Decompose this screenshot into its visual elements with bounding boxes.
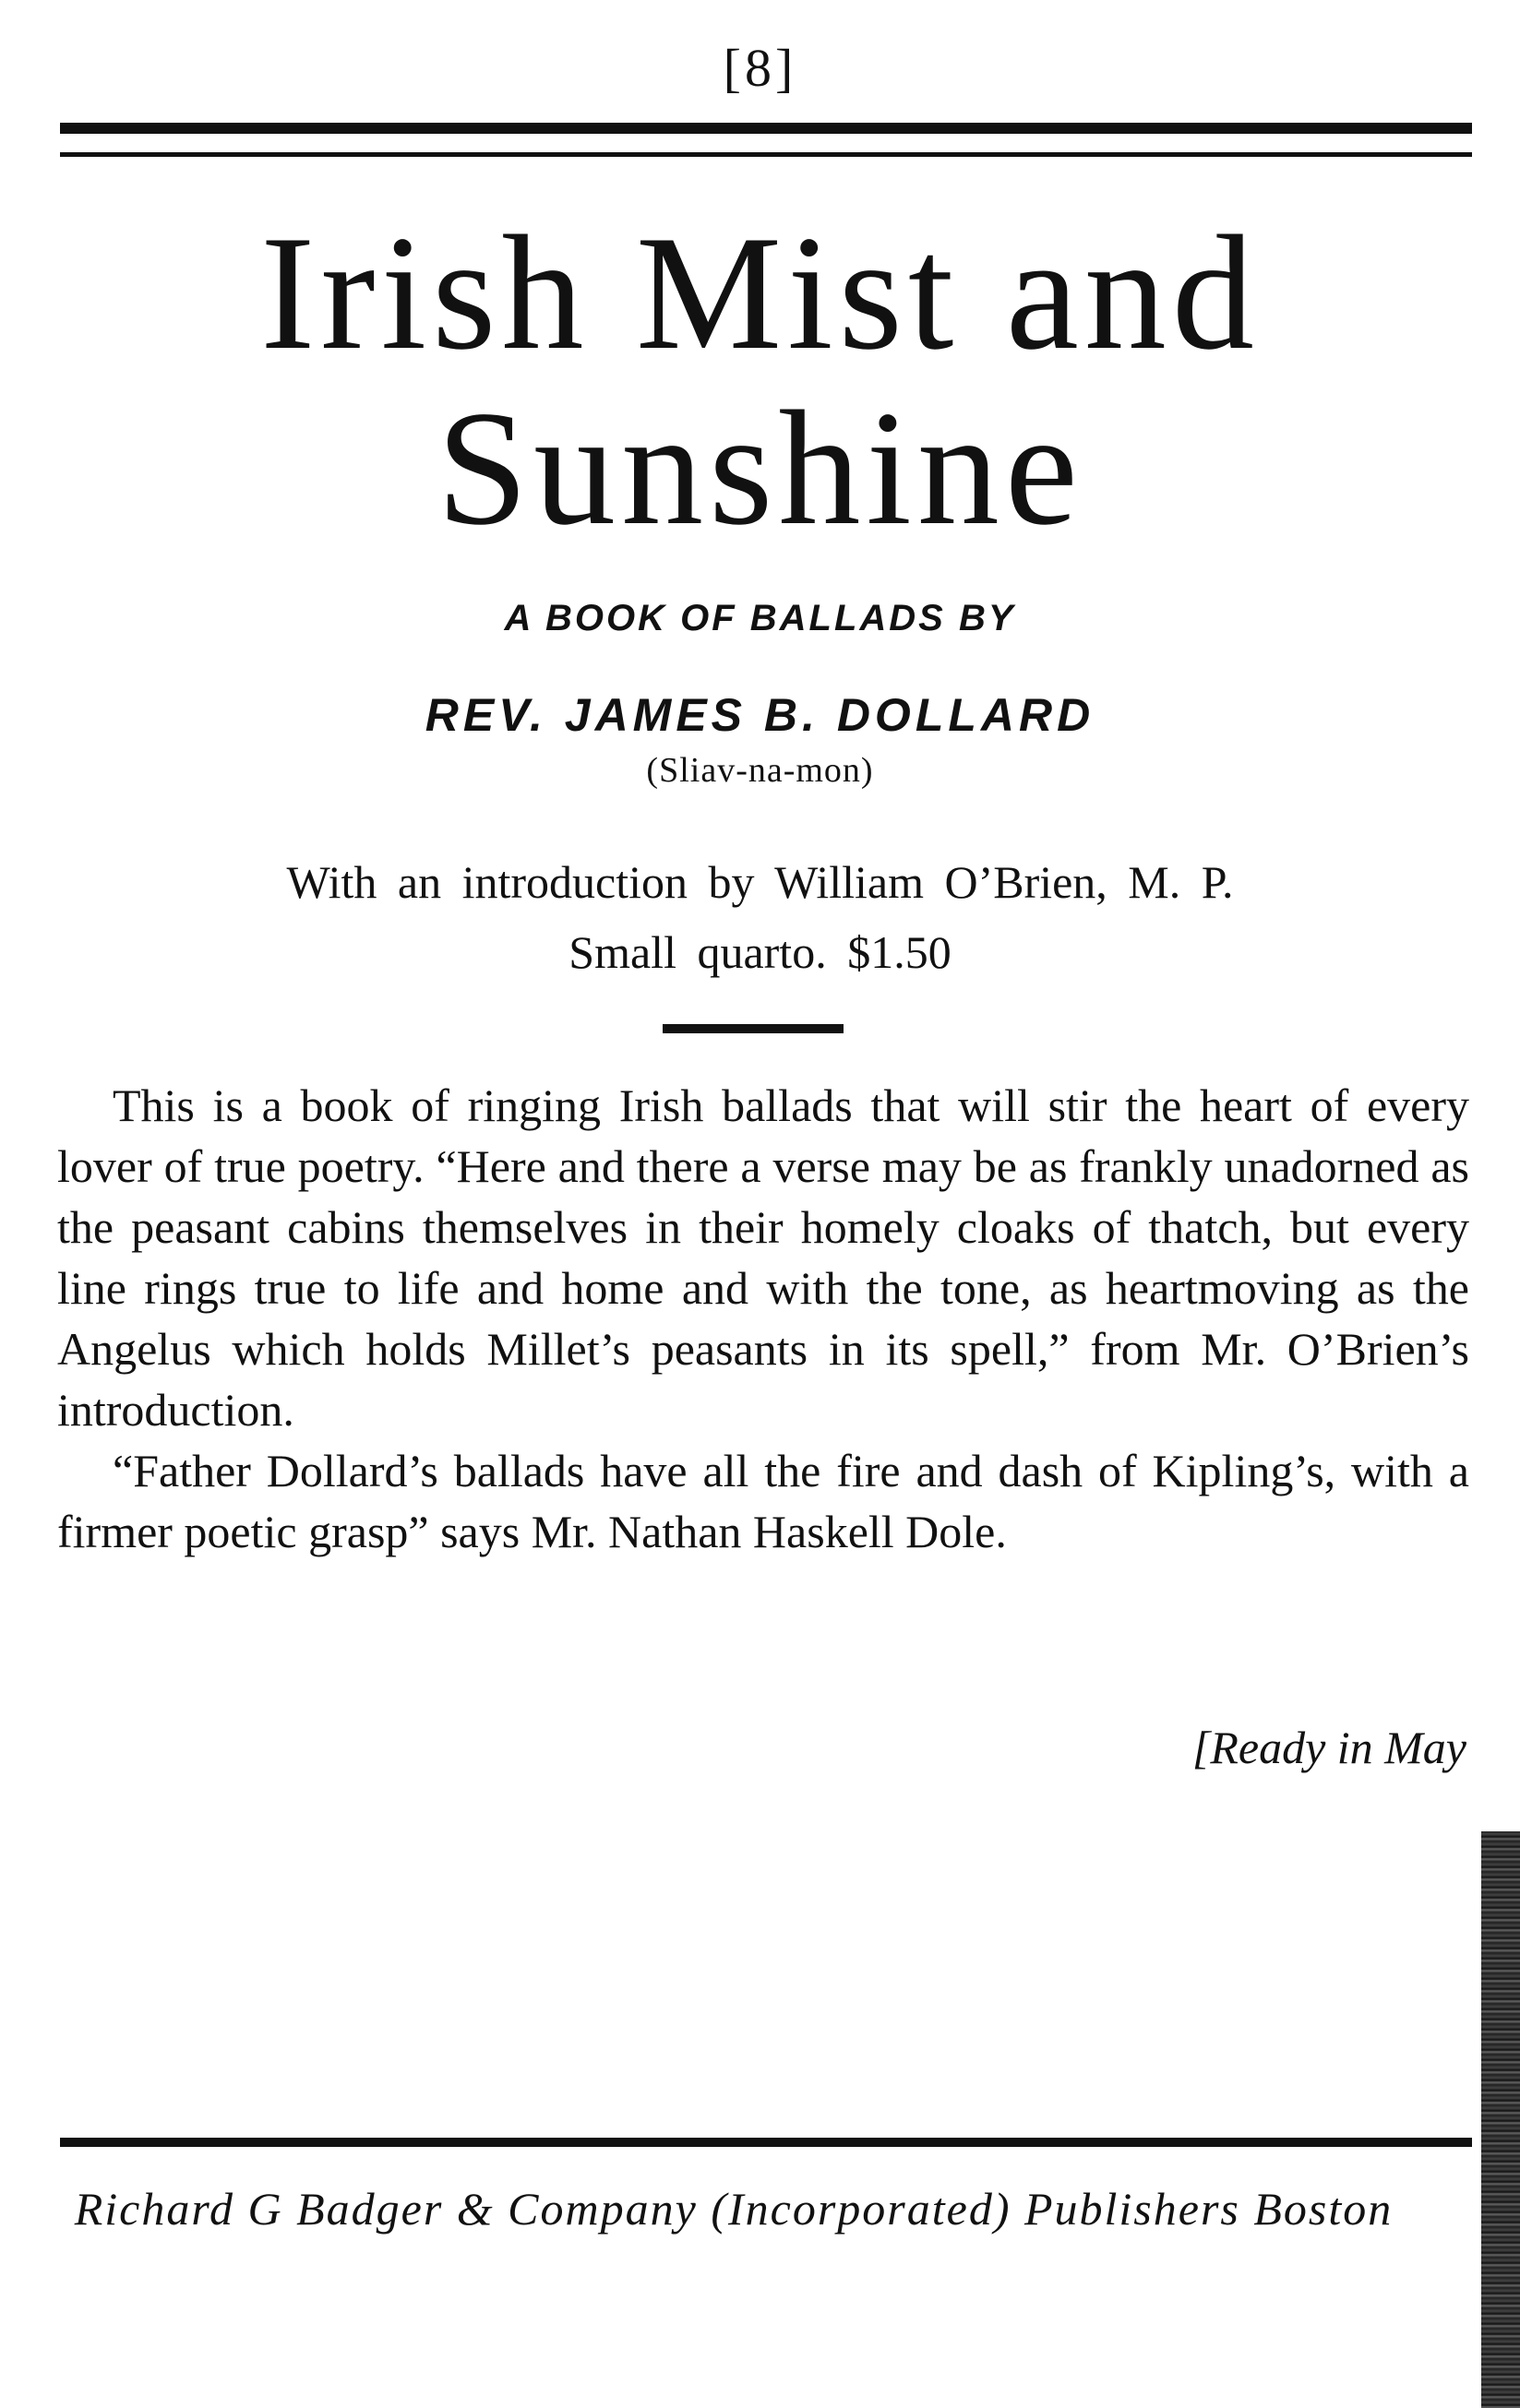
header-rule-thin [60, 152, 1472, 157]
description-paragraph-2: “Father Dollard’s ballads have all the fire and dash of Kipling’s, with a firmer poetic grasp” says Mr. Nathan Haskell Dole. [57, 1445, 1469, 1557]
author-pseudonym: (Sliav-na-mon) [646, 751, 874, 790]
title-line-2: Sunshine [437, 376, 1083, 559]
introduction-credit: With an introduction by William O’Brien, M. P. [286, 856, 1234, 908]
description-body [57, 1075, 1469, 1562]
page-number: [8] [723, 38, 797, 98]
description-paragraph-1: This is a book of ringing Irish ballads that will stir the heart of every lover of true poetry. “Here and there a verse may be as frankly unadorned as the peasant cabins themselves in their homely cloaks of thatch, but every line rings true to life and home and with the tone, as heartmoving as the Angelus which holds Millet’s peasants in its spell,” from Mr. O’Brien’s introduction. [57, 1079, 1469, 1436]
footer-rule [60, 2138, 1472, 2147]
ready-note: [Ready in May [1191, 1722, 1466, 1773]
format-price: Small quarto. $1.50 [569, 926, 951, 978]
scan-edge-shadow [1481, 1831, 1520, 2408]
subtitle: A BOOK OF BALLADS BY [504, 598, 1016, 638]
header-rule-thick [60, 123, 1472, 134]
title-line-1: Irish Mist and [260, 201, 1260, 384]
author-name: REV. JAMES B. DOLLARD [425, 689, 1095, 741]
section-divider [663, 1024, 844, 1033]
publisher-imprint: Richard G Badger & Company (Incorporated) Publishers Boston [74, 2183, 1394, 2235]
